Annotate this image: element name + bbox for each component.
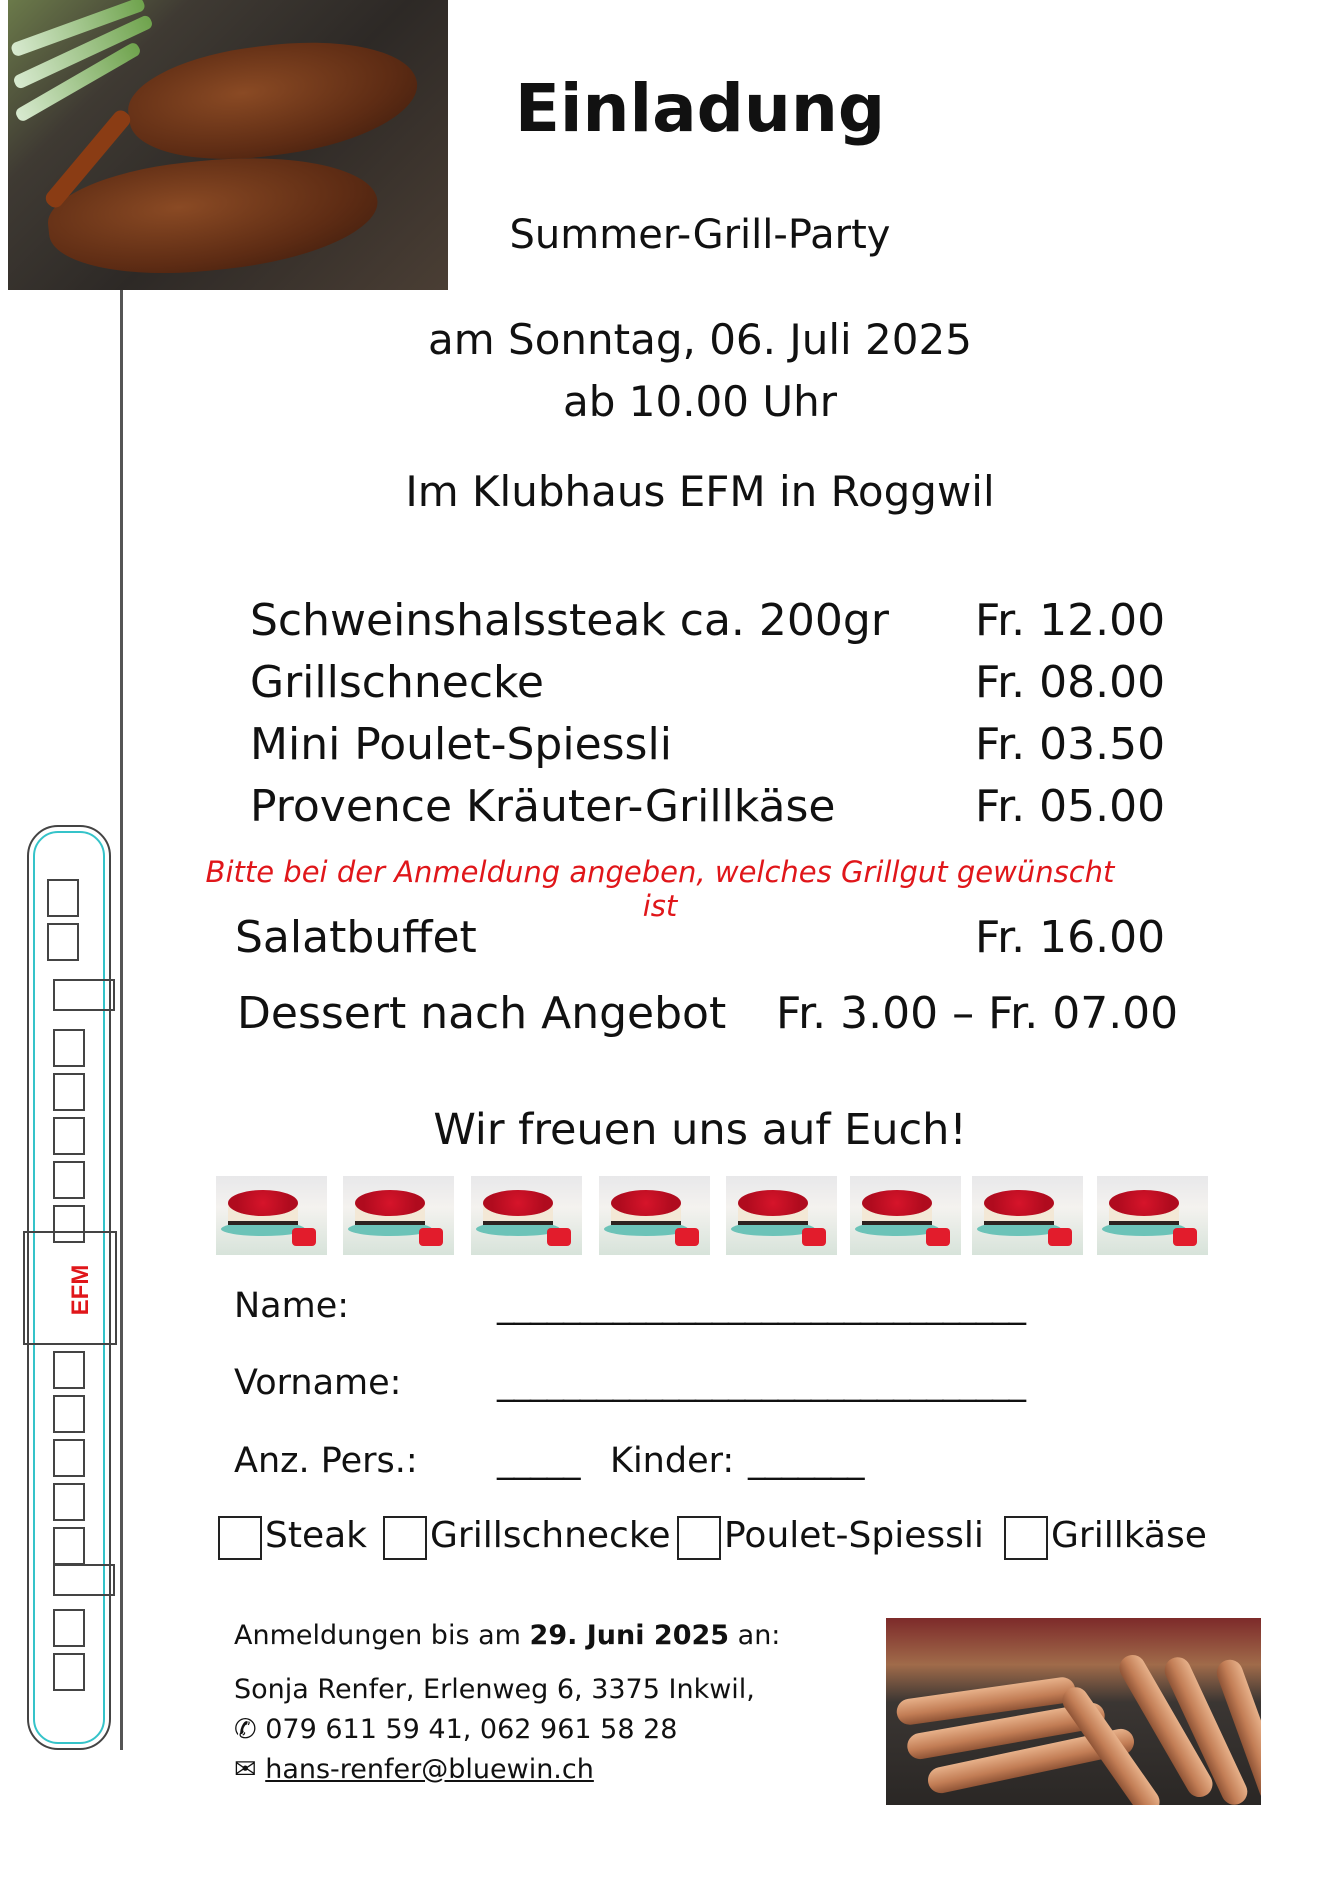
steak-option-label: Steak [265, 1515, 368, 1556]
poulet-spiessli-option-label: Poulet-Spiessli [724, 1515, 984, 1556]
menu-item-name: Schweinshalssteak ca. 200gr [250, 595, 889, 646]
contact-phone-line [234, 1714, 677, 1745]
event-date: am Sonntag, 06. Juli 2025 [428, 315, 972, 364]
grillkaese-option-label: Grillkäse [1051, 1515, 1207, 1556]
kinder-label: Kinder: [610, 1441, 735, 1481]
registration-deadline [234, 1620, 780, 1651]
event-subtitle: Summer-Grill-Party [509, 212, 891, 258]
persons-field[interactable]: _____ [497, 1441, 580, 1481]
vorname-label: Vorname: [234, 1363, 402, 1403]
deadline-date: 29. Juni 2025 [529, 1620, 730, 1651]
cake-image [599, 1176, 710, 1255]
cake-image [471, 1176, 582, 1255]
salad-buffet-name: Salatbuffet [235, 912, 477, 963]
cake-image [216, 1176, 327, 1255]
menu-item-name: Mini Poulet-Spiessli [250, 719, 672, 770]
contact-phone: 079 611 59 41, 062 961 58 28 [265, 1714, 678, 1745]
deadline-prefix: Anmeldungen bis am [234, 1620, 530, 1651]
salad-buffet-price: Fr. 16.00 [975, 912, 1166, 963]
cake-image [850, 1176, 961, 1255]
dessert-price: Fr. 3.00 – Fr. 07.00 [776, 988, 1179, 1039]
page-title: Einladung [514, 70, 886, 147]
deadline-suffix: an: [729, 1620, 781, 1651]
cake-image [1097, 1176, 1208, 1255]
cake-image [972, 1176, 1083, 1255]
envelope-icon: ✉ [234, 1754, 257, 1785]
menu-item-price: Fr. 03.50 [975, 719, 1166, 770]
contact-email-line [234, 1754, 594, 1785]
vorname-field[interactable]: ________________________________ [497, 1363, 1025, 1403]
cake-image [726, 1176, 837, 1255]
grillschnecke-option-label: Grillschnecke [430, 1515, 671, 1556]
grillschnecke-checkbox[interactable] [383, 1516, 427, 1560]
train-illustration [18, 820, 123, 1755]
name-field[interactable]: ________________________________ [497, 1286, 1025, 1326]
event-location: Im Klubhaus EFM in Roggwil [405, 467, 995, 516]
dessert-name: Dessert nach Angebot [237, 988, 727, 1039]
persons-label: Anz. Pers.: [234, 1441, 418, 1481]
kinder-field[interactable]: _______ [748, 1441, 864, 1481]
order-note: Bitte bei der Anmeldung angeben, welches Grillgut gewünscht ist [205, 855, 1115, 923]
poulet-spiessli-checkbox[interactable] [677, 1516, 721, 1560]
greeting: Wir freuen uns auf Euch! [433, 1105, 967, 1155]
event-time: ab 10.00 Uhr [563, 377, 837, 426]
cake-image [343, 1176, 454, 1255]
sausage-grill-photo [886, 1618, 1261, 1805]
menu-item-name: Grillschnecke [250, 657, 544, 708]
name-label: Name: [234, 1286, 350, 1326]
contact-email-link[interactable]: hans-renfer@bluewin.ch [265, 1754, 594, 1785]
steak-checkbox[interactable] [218, 1516, 262, 1560]
phone-icon: ✆ [234, 1714, 257, 1745]
menu-item-price: Fr. 05.00 [975, 781, 1166, 832]
steak-photo [8, 0, 448, 290]
menu-item-name: Provence Kräuter-Grillkäse [250, 781, 836, 832]
menu-item-price: Fr. 12.00 [975, 595, 1166, 646]
train-label: EFM [67, 1264, 94, 1316]
grillkaese-checkbox[interactable] [1004, 1516, 1048, 1560]
menu-item-price: Fr. 08.00 [975, 657, 1166, 708]
contact-address: Sonja Renfer, Erlenweg 6, 3375 Inkwil, [234, 1674, 755, 1705]
